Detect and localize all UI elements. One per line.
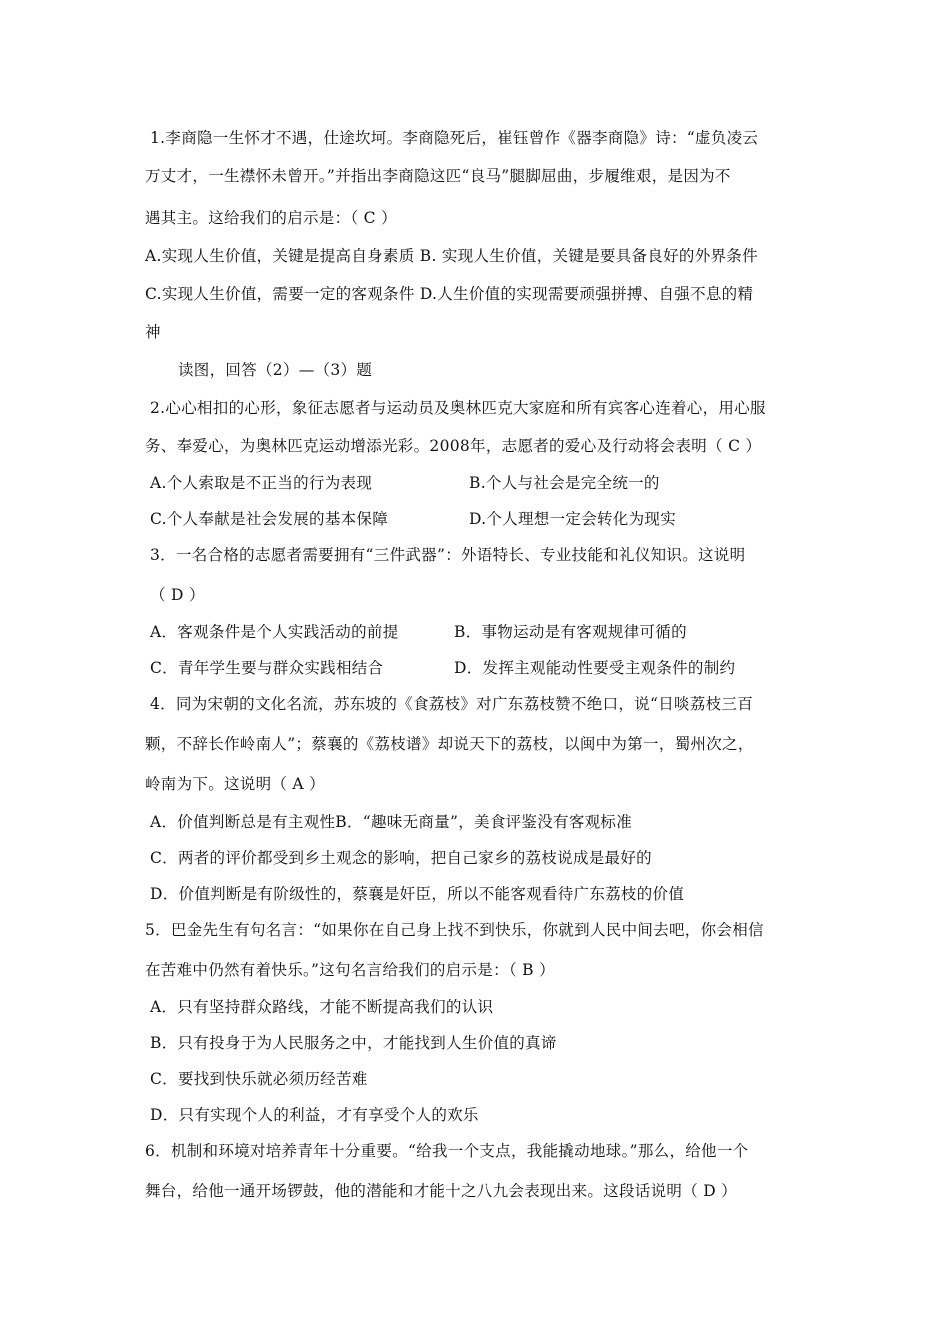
q3-line-1: 3．一名合格的志愿者需要拥有“三件武器”：外语特长、专业技能和礼仪知识。这说明: [150, 546, 746, 564]
q4-option-a-b: A．价值判断总是有主观性B．“趣味无商量”，美食评鉴没有客观标准: [150, 813, 633, 831]
q3-option-d: D．发挥主观能动性要受主观条件的制约: [454, 659, 736, 677]
q4-line-3: 岭南为下。这说明（ A ）: [145, 775, 325, 793]
q4-option-d: D．价值判断是有阶级性的，蔡襄是奸臣，所以不能客观看待广东荔枝的价值: [150, 885, 685, 903]
q3-option-b: B．事物运动是有客观规律可循的: [454, 623, 687, 641]
q6-line-1: 6．机制和环境对培养青年十分重要。“给我一个支点，我能撬动地球。”那么，给他一个: [145, 1142, 749, 1160]
q5-line-2: 在苦难中仍然有着快乐。”这句名言给我们的启示是：（ B ）: [145, 961, 555, 979]
q4-line-2: 颗，不辞长作岭南人”；蔡襄的《荔枝谱》却说天下的荔枝，以闽中为第一，蜀州次之，: [145, 735, 754, 753]
q1-option-d-cont: 神: [145, 323, 161, 341]
q2-option-c: C.个人奉献是社会发展的基本保障: [150, 510, 389, 528]
q1-line-2: 万丈才，一生襟怀未曾开。”并指出李商隐这匹“良马”腿脚屈曲，步履维艰，是因为不: [145, 167, 731, 185]
q5-option-c: C．要找到快乐就必须历经苦难: [150, 1070, 368, 1088]
q3-line-2: （ D ）: [150, 586, 205, 604]
q2-line-2: 务、奉爱心，为奥林匹克运动增添光彩。2008年，志愿者的爱心及行动将会表明（ C ）: [145, 437, 762, 455]
q4-option-c: C．两者的评价都受到乡土观念的影响，把自己家乡的荔枝说成是最好的: [150, 849, 652, 867]
q2-line-1: 2.心心相扣的心形，象征志愿者与运动员及奥林匹克大家庭和所有宾客心连着心，用心服: [150, 399, 766, 417]
q2-option-d: D.个人理想一定会转化为现实: [469, 510, 677, 528]
q1-option-a-b: A.实现人生价值，关键是提高自身素质 B. 实现人生价值，关键是要具备良好的外界条件: [145, 247, 758, 265]
q3-option-c: C．青年学生要与群众实践相结合: [150, 659, 384, 677]
q5-option-a: A．只有坚持群众路线，才能不断提高我们的认识: [150, 998, 494, 1016]
q5-line-1: 5．巴金先生有句名言：“如果你在自己身上找不到快乐，你就到人民中间去吧，你会相信: [145, 921, 764, 939]
q2-option-b: B.个人与社会是完全统一的: [469, 474, 660, 492]
q1-option-c-d: C.实现人生价值，需要一定的客观条件 D.人生价值的实现需要顽强拼搏、自强不息的精: [145, 285, 754, 303]
q1-line-1: 1.李商隐一生怀才不遇，仕途坎坷。李商隐死后，崔钰曾作《器李商隐》诗：“虚负凌云: [150, 129, 759, 147]
q6-line-2: 舞台，给他一通开场锣鼓，他的潜能和才能十之八九会表现出来。这段话说明（ D ）: [145, 1182, 737, 1200]
q3-option-a: A．客观条件是个人实践活动的前提: [150, 623, 399, 641]
q5-option-b: B．只有投身于为人民服务之中，才能找到人生价值的真谛: [150, 1034, 557, 1052]
q1-line-3: 遇其主。这给我们的启示是：（ C ）: [145, 209, 397, 227]
read-figure-instruction: 读图，回答（2）—（3）题: [178, 361, 373, 379]
q5-option-d: D．只有实现个人的利益，才有享受个人的欢乐: [150, 1106, 479, 1124]
q4-line-1: 4．同为宋朝的文化名流，苏东坡的《食荔枝》对广东荔枝赞不绝口，说“日啖荔枝三百: [150, 695, 753, 713]
q2-option-a: A.个人索取是不正当的行为表现: [150, 474, 373, 492]
